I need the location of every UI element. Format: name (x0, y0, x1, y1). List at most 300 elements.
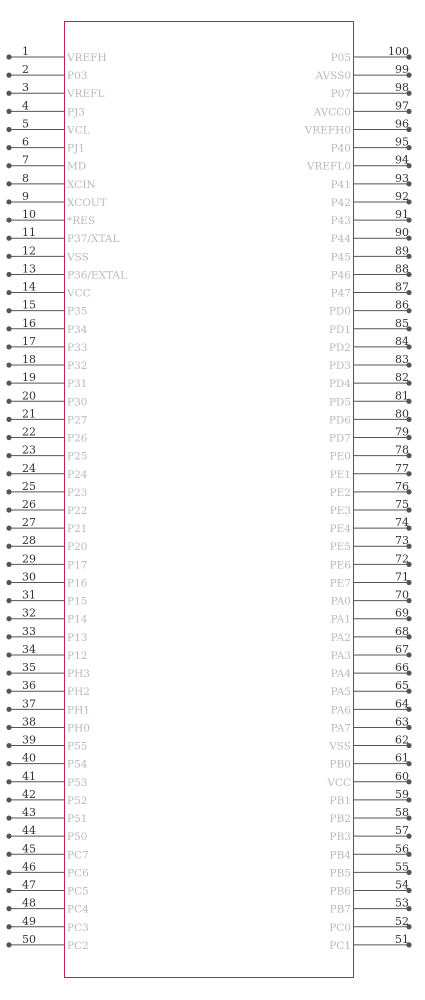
pin-end-dot (6, 181, 11, 186)
pin-59 (330, 788, 412, 807)
pin-end-dot (6, 634, 11, 639)
pin-93 (331, 172, 412, 191)
pin-69 (331, 607, 412, 626)
pin-number: 43 (22, 806, 36, 820)
pin-47 (6, 879, 88, 898)
pin-number: 97 (395, 99, 409, 113)
pin-end-dot (6, 797, 11, 802)
pin-end-dot (6, 217, 11, 222)
pin-name: P36/EXTAL (67, 269, 128, 282)
pin-name: P50 (67, 831, 88, 844)
pin-29 (6, 552, 87, 571)
pin-number: 81 (395, 389, 409, 403)
pin-37 (6, 697, 90, 716)
pin-name: PE6 (329, 559, 351, 572)
right-pin-group (304, 45, 412, 952)
pin-number: 41 (22, 769, 36, 783)
pin-end-dot (6, 199, 11, 204)
pin-end-dot (6, 852, 11, 857)
pin-end-dot (6, 272, 11, 277)
pin-end-dot (6, 507, 11, 512)
pin-26 (6, 498, 87, 517)
pin-end-dot (6, 888, 11, 893)
pin-end-dot (6, 399, 11, 404)
pin-18 (6, 353, 87, 372)
pin-42 (6, 788, 87, 807)
pin-number: 40 (22, 751, 36, 765)
pin-number: 45 (22, 842, 36, 856)
pin-number: 67 (395, 642, 409, 656)
pin-number: 9 (22, 189, 29, 203)
pin-52 (329, 915, 411, 934)
pin-name: VREFH (67, 52, 107, 64)
pin-41 (6, 770, 87, 789)
pin-74 (330, 516, 412, 535)
pin-89 (331, 244, 412, 263)
pin-number: 88 (395, 262, 409, 276)
pin-number: 87 (395, 280, 409, 294)
pin-number: 99 (395, 63, 409, 77)
pin-32 (6, 607, 87, 626)
pin-12 (6, 244, 88, 263)
pin-number: 53 (395, 896, 409, 910)
pin-name: PD5 (328, 396, 351, 409)
pin-name: PH2 (67, 686, 90, 699)
pin-number: 19 (22, 371, 36, 385)
pin-number: 49 (22, 914, 36, 928)
pin-57 (330, 824, 412, 843)
pin-name: PE1 (329, 468, 351, 481)
pin-name: PB7 (329, 903, 351, 916)
pin-number: 52 (395, 914, 409, 928)
pin-name: P52 (67, 794, 88, 807)
pin-name: P24 (67, 468, 88, 481)
pin-name: P42 (330, 196, 351, 209)
pin-number: 32 (22, 606, 36, 620)
pin-end-dot (6, 163, 11, 168)
pin-name: P35 (67, 305, 88, 318)
pin-name: PC2 (67, 939, 89, 952)
pin-name: PE5 (329, 541, 351, 554)
pin-name: P40 (330, 142, 351, 155)
pin-end-dot (6, 326, 11, 331)
pin-number: 66 (395, 661, 409, 675)
pin-55 (330, 860, 412, 879)
pin-name: P45 (330, 251, 351, 264)
pin-name: PC5 (67, 885, 89, 898)
pin-name: P46 (330, 269, 351, 282)
pin-number: 56 (395, 842, 409, 856)
pin-end-dot (6, 580, 11, 585)
pin-number: 95 (395, 135, 409, 149)
pin-number: 78 (395, 443, 409, 457)
pin-name: PC6 (67, 867, 89, 880)
pin-71 (330, 570, 412, 589)
pin-end-dot (6, 471, 11, 476)
pin-53 (330, 897, 412, 916)
pin-31 (6, 589, 87, 608)
pin-number: 65 (395, 679, 409, 693)
pin-79 (329, 426, 412, 445)
pin-82 (329, 371, 412, 390)
pin-77 (330, 462, 412, 481)
pin-name: PB2 (329, 813, 351, 826)
pin-end-dot (6, 54, 11, 59)
pin-36 (6, 679, 90, 698)
pin-name: PH3 (67, 668, 90, 681)
pin-number: 51 (395, 932, 409, 946)
pin-20 (6, 389, 87, 408)
pin-name: PD7 (328, 432, 351, 445)
pin-51 (329, 933, 411, 952)
pin-39 (6, 734, 87, 753)
pin-number: 64 (395, 697, 409, 711)
pin-number: 84 (395, 334, 409, 348)
pin-number: 92 (395, 189, 409, 203)
pin-number: 1 (22, 45, 29, 58)
pin-end-dot (6, 598, 11, 603)
pin-number: 94 (395, 153, 409, 167)
pin-number: 17 (22, 334, 36, 348)
pin-end-dot (6, 145, 11, 150)
pin-number: 48 (22, 896, 36, 910)
pin-name: P37/XTAL (67, 233, 120, 246)
pin-73 (330, 534, 412, 553)
pin-number: 93 (395, 171, 409, 185)
pin-number: 18 (22, 353, 36, 367)
pin-name: PA4 (330, 668, 351, 681)
pin-13 (6, 262, 127, 281)
pin-number: 22 (22, 425, 36, 439)
pin-number: 58 (395, 806, 409, 820)
pin-number: 85 (395, 316, 409, 330)
pin-86 (329, 299, 412, 318)
pin-number: 60 (395, 769, 409, 783)
pin-70 (331, 589, 412, 608)
pin-61 (330, 752, 412, 771)
pin-number: 28 (22, 534, 36, 548)
pin-14 (6, 281, 90, 300)
pin-19 (6, 371, 87, 390)
pin-name: AVCC0 (313, 106, 351, 119)
pin-name: P13 (67, 631, 88, 644)
pin-end-dot (6, 652, 11, 657)
pin-end-dot (6, 489, 11, 494)
pin-name: PC4 (67, 903, 89, 916)
pin-number: 46 (22, 860, 36, 874)
pin-name: P54 (67, 758, 88, 771)
pin-number: 79 (395, 425, 409, 439)
pin-98 (331, 81, 412, 100)
pin-end-dot (6, 127, 11, 132)
pin-name: P34 (67, 323, 88, 336)
pin-number: 80 (395, 407, 409, 421)
pin-name: MD (67, 160, 87, 173)
pin-name: P27 (67, 414, 88, 427)
pin-65 (331, 679, 412, 698)
pin-number: 7 (22, 153, 29, 167)
pin-40 (6, 752, 87, 771)
pin-name: P21 (67, 523, 88, 536)
pin-number: 91 (395, 208, 409, 222)
pin-name: P20 (67, 541, 88, 554)
pin-number: 8 (22, 171, 29, 185)
pin-8 (6, 172, 95, 191)
pin-100 (331, 45, 412, 64)
pin-end-dot (6, 544, 11, 549)
pin-end-dot (6, 942, 11, 947)
pin-end-dot (6, 73, 11, 78)
pin-88 (331, 262, 412, 281)
pin-name: PD4 (328, 378, 351, 391)
pin-name: PD6 (328, 414, 351, 427)
pin-number: 69 (395, 606, 409, 620)
pin-name: P15 (67, 595, 88, 608)
pin-name: P17 (67, 559, 88, 572)
pin-name: PC0 (329, 921, 351, 934)
pin-name: PB4 (329, 849, 351, 862)
pin-number: 100 (388, 45, 409, 58)
pin-end-dot (6, 417, 11, 422)
pin-number: 98 (395, 81, 409, 95)
pin-name: PD1 (328, 323, 351, 336)
pin-name: XCOUT (67, 196, 107, 209)
pin-number: 2 (22, 63, 29, 77)
pin-name: PD2 (328, 341, 351, 354)
pin-22 (6, 426, 87, 445)
pin-end-dot (6, 707, 11, 712)
pin-99 (314, 63, 411, 82)
pin-number: 33 (22, 624, 36, 638)
pin-end-dot (6, 254, 11, 259)
pin-name: P22 (67, 505, 88, 517)
pin-number: 59 (395, 787, 409, 801)
pin-name: VCL (67, 124, 90, 137)
pin-number: 15 (22, 298, 36, 312)
pin-75 (330, 498, 412, 517)
pin-number: 23 (22, 443, 36, 457)
pin-name: P43 (330, 215, 351, 228)
pin-name: P55 (67, 740, 88, 753)
pin-number: 27 (22, 516, 36, 530)
pin-68 (331, 625, 412, 644)
pin-83 (329, 353, 412, 372)
pin-54 (330, 879, 412, 898)
pin-name: PA2 (330, 631, 351, 644)
pin-number: 86 (395, 298, 409, 312)
pin-name: P26 (67, 432, 88, 445)
pin-number: 90 (395, 226, 409, 240)
pin-63 (331, 715, 412, 734)
pin-28 (6, 534, 87, 553)
pin-90 (331, 226, 412, 245)
pin-number: 50 (22, 932, 36, 946)
pin-name: PD3 (328, 360, 351, 373)
pin-name: PC7 (67, 849, 89, 862)
pin-name: PB0 (329, 758, 351, 771)
pin-number: 77 (395, 461, 409, 475)
pin-name: PH1 (67, 704, 90, 717)
pin-name: PA5 (330, 686, 351, 699)
pin-48 (6, 897, 89, 916)
pin-72 (330, 552, 412, 571)
pin-name: P53 (67, 776, 88, 789)
pin-87 (331, 281, 412, 300)
pin-end-dot (6, 362, 11, 367)
pin-name: VREFH0 (304, 124, 351, 137)
pin-name: PB6 (329, 885, 351, 898)
pin-name: P16 (67, 577, 88, 590)
pin-name: PE2 (329, 486, 351, 499)
pin-name: PA6 (330, 704, 351, 717)
pin-21 (6, 407, 87, 426)
pin-number: 76 (395, 479, 409, 493)
pin-name: PC1 (329, 939, 351, 952)
pin-number: 96 (395, 117, 409, 131)
pin-name: P41 (330, 178, 351, 191)
pin-name: VCC (67, 287, 91, 300)
pin-number: 6 (22, 135, 29, 149)
pin-9 (6, 190, 106, 209)
pin-number: 36 (22, 679, 36, 693)
pin-number: 39 (22, 733, 36, 747)
pin-number: 82 (395, 371, 409, 385)
pin-end-dot (6, 761, 11, 766)
pin-49 (6, 915, 88, 934)
pin-45 (6, 842, 88, 861)
pin-end-dot (6, 815, 11, 820)
pin-number: 63 (395, 715, 409, 729)
pin-name: PC3 (67, 921, 89, 934)
pin-number: 11 (22, 226, 36, 240)
pin-end-dot (6, 670, 11, 675)
pin-4 (6, 99, 85, 118)
pin-end-dot (6, 725, 11, 730)
pin-name: PE0 (329, 450, 351, 463)
pin-85 (329, 317, 412, 336)
pin-name: PE3 (329, 505, 351, 517)
pin-25 (6, 480, 87, 499)
pin-number: 20 (22, 389, 36, 403)
pin-1 (6, 45, 106, 64)
pin-50 (6, 933, 88, 952)
pin-35 (6, 661, 90, 680)
pin-number: 42 (22, 787, 36, 801)
pin-24 (6, 462, 87, 481)
pin-92 (331, 190, 412, 209)
pin-name: PB1 (329, 794, 351, 807)
pin-number: 68 (395, 624, 409, 638)
pin-30 (6, 570, 87, 589)
pin-2 (6, 63, 87, 82)
pin-number: 35 (22, 661, 36, 675)
pin-95 (331, 136, 412, 155)
pin-name: P07 (330, 88, 351, 101)
pin-end-dot (6, 689, 11, 694)
pin-number: 10 (22, 208, 36, 222)
pin-name: XCIN (67, 178, 96, 191)
pin-5 (6, 117, 89, 136)
pin-name: P32 (67, 360, 88, 373)
left-pin-group (6, 45, 127, 952)
pin-name: PB3 (329, 831, 351, 844)
pin-name: VSS (67, 251, 89, 264)
pin-66 (331, 661, 412, 680)
pin-end-dot (6, 906, 11, 911)
pin-84 (329, 335, 412, 354)
pin-33 (6, 625, 87, 644)
pin-number: 73 (395, 534, 409, 548)
pin-80 (329, 407, 412, 426)
pin-end-dot (6, 924, 11, 929)
pin-end-dot (6, 526, 11, 531)
pin-number: 30 (22, 570, 36, 584)
pin-name: PB5 (329, 867, 351, 880)
pin-name: P51 (67, 813, 88, 826)
pin-67 (331, 643, 412, 662)
pin-number: 38 (22, 715, 36, 729)
pin-7 (6, 154, 86, 173)
pin-number: 75 (395, 498, 409, 511)
pin-number: 16 (22, 316, 36, 330)
pin-10 (6, 208, 95, 227)
pin-name: PH0 (67, 722, 90, 735)
pin-38 (6, 715, 90, 734)
pin-name: P03 (67, 70, 88, 83)
pin-number: 61 (395, 751, 409, 765)
pin-name: VSS (329, 740, 351, 753)
pin-number: 3 (22, 81, 29, 95)
pin-number: 89 (395, 244, 409, 258)
pin-76 (330, 480, 412, 499)
pin-62 (328, 734, 411, 753)
pin-number: 70 (395, 588, 409, 602)
pin-11 (6, 226, 119, 245)
pin-78 (330, 444, 412, 463)
pin-number: 29 (22, 552, 36, 566)
pin-name: AVSS0 (315, 70, 351, 83)
pin-16 (6, 317, 87, 336)
pin-end-dot (6, 308, 11, 313)
pin-number: 34 (22, 642, 36, 656)
pin-number: 13 (22, 262, 36, 276)
pin-end-dot (6, 870, 11, 875)
pin-number: 12 (22, 244, 36, 258)
pin-name: PA3 (330, 649, 351, 662)
pin-number: 62 (395, 733, 409, 747)
pin-15 (6, 299, 87, 318)
pin-name: PJ3 (67, 106, 85, 119)
pin-46 (6, 860, 89, 879)
pin-name: P12 (67, 649, 88, 662)
pin-end-dot (6, 91, 11, 96)
pin-60 (326, 770, 411, 789)
pin-name: P14 (67, 613, 88, 626)
pin-end-dot (6, 290, 11, 295)
pin-number: 72 (395, 552, 409, 566)
pin-number: 24 (22, 461, 36, 475)
pin-name: P05 (330, 52, 351, 64)
pin-name: VREFL0 (306, 160, 351, 173)
pin-end-dot (6, 616, 11, 621)
pin-end-dot (6, 236, 11, 241)
pin-94 (306, 154, 412, 173)
pin-name: PE4 (329, 523, 351, 536)
pin-name: VCC (327, 776, 351, 789)
pin-end-dot (6, 453, 11, 458)
pin-number: 5 (22, 117, 29, 131)
pin-number: 25 (22, 479, 36, 493)
